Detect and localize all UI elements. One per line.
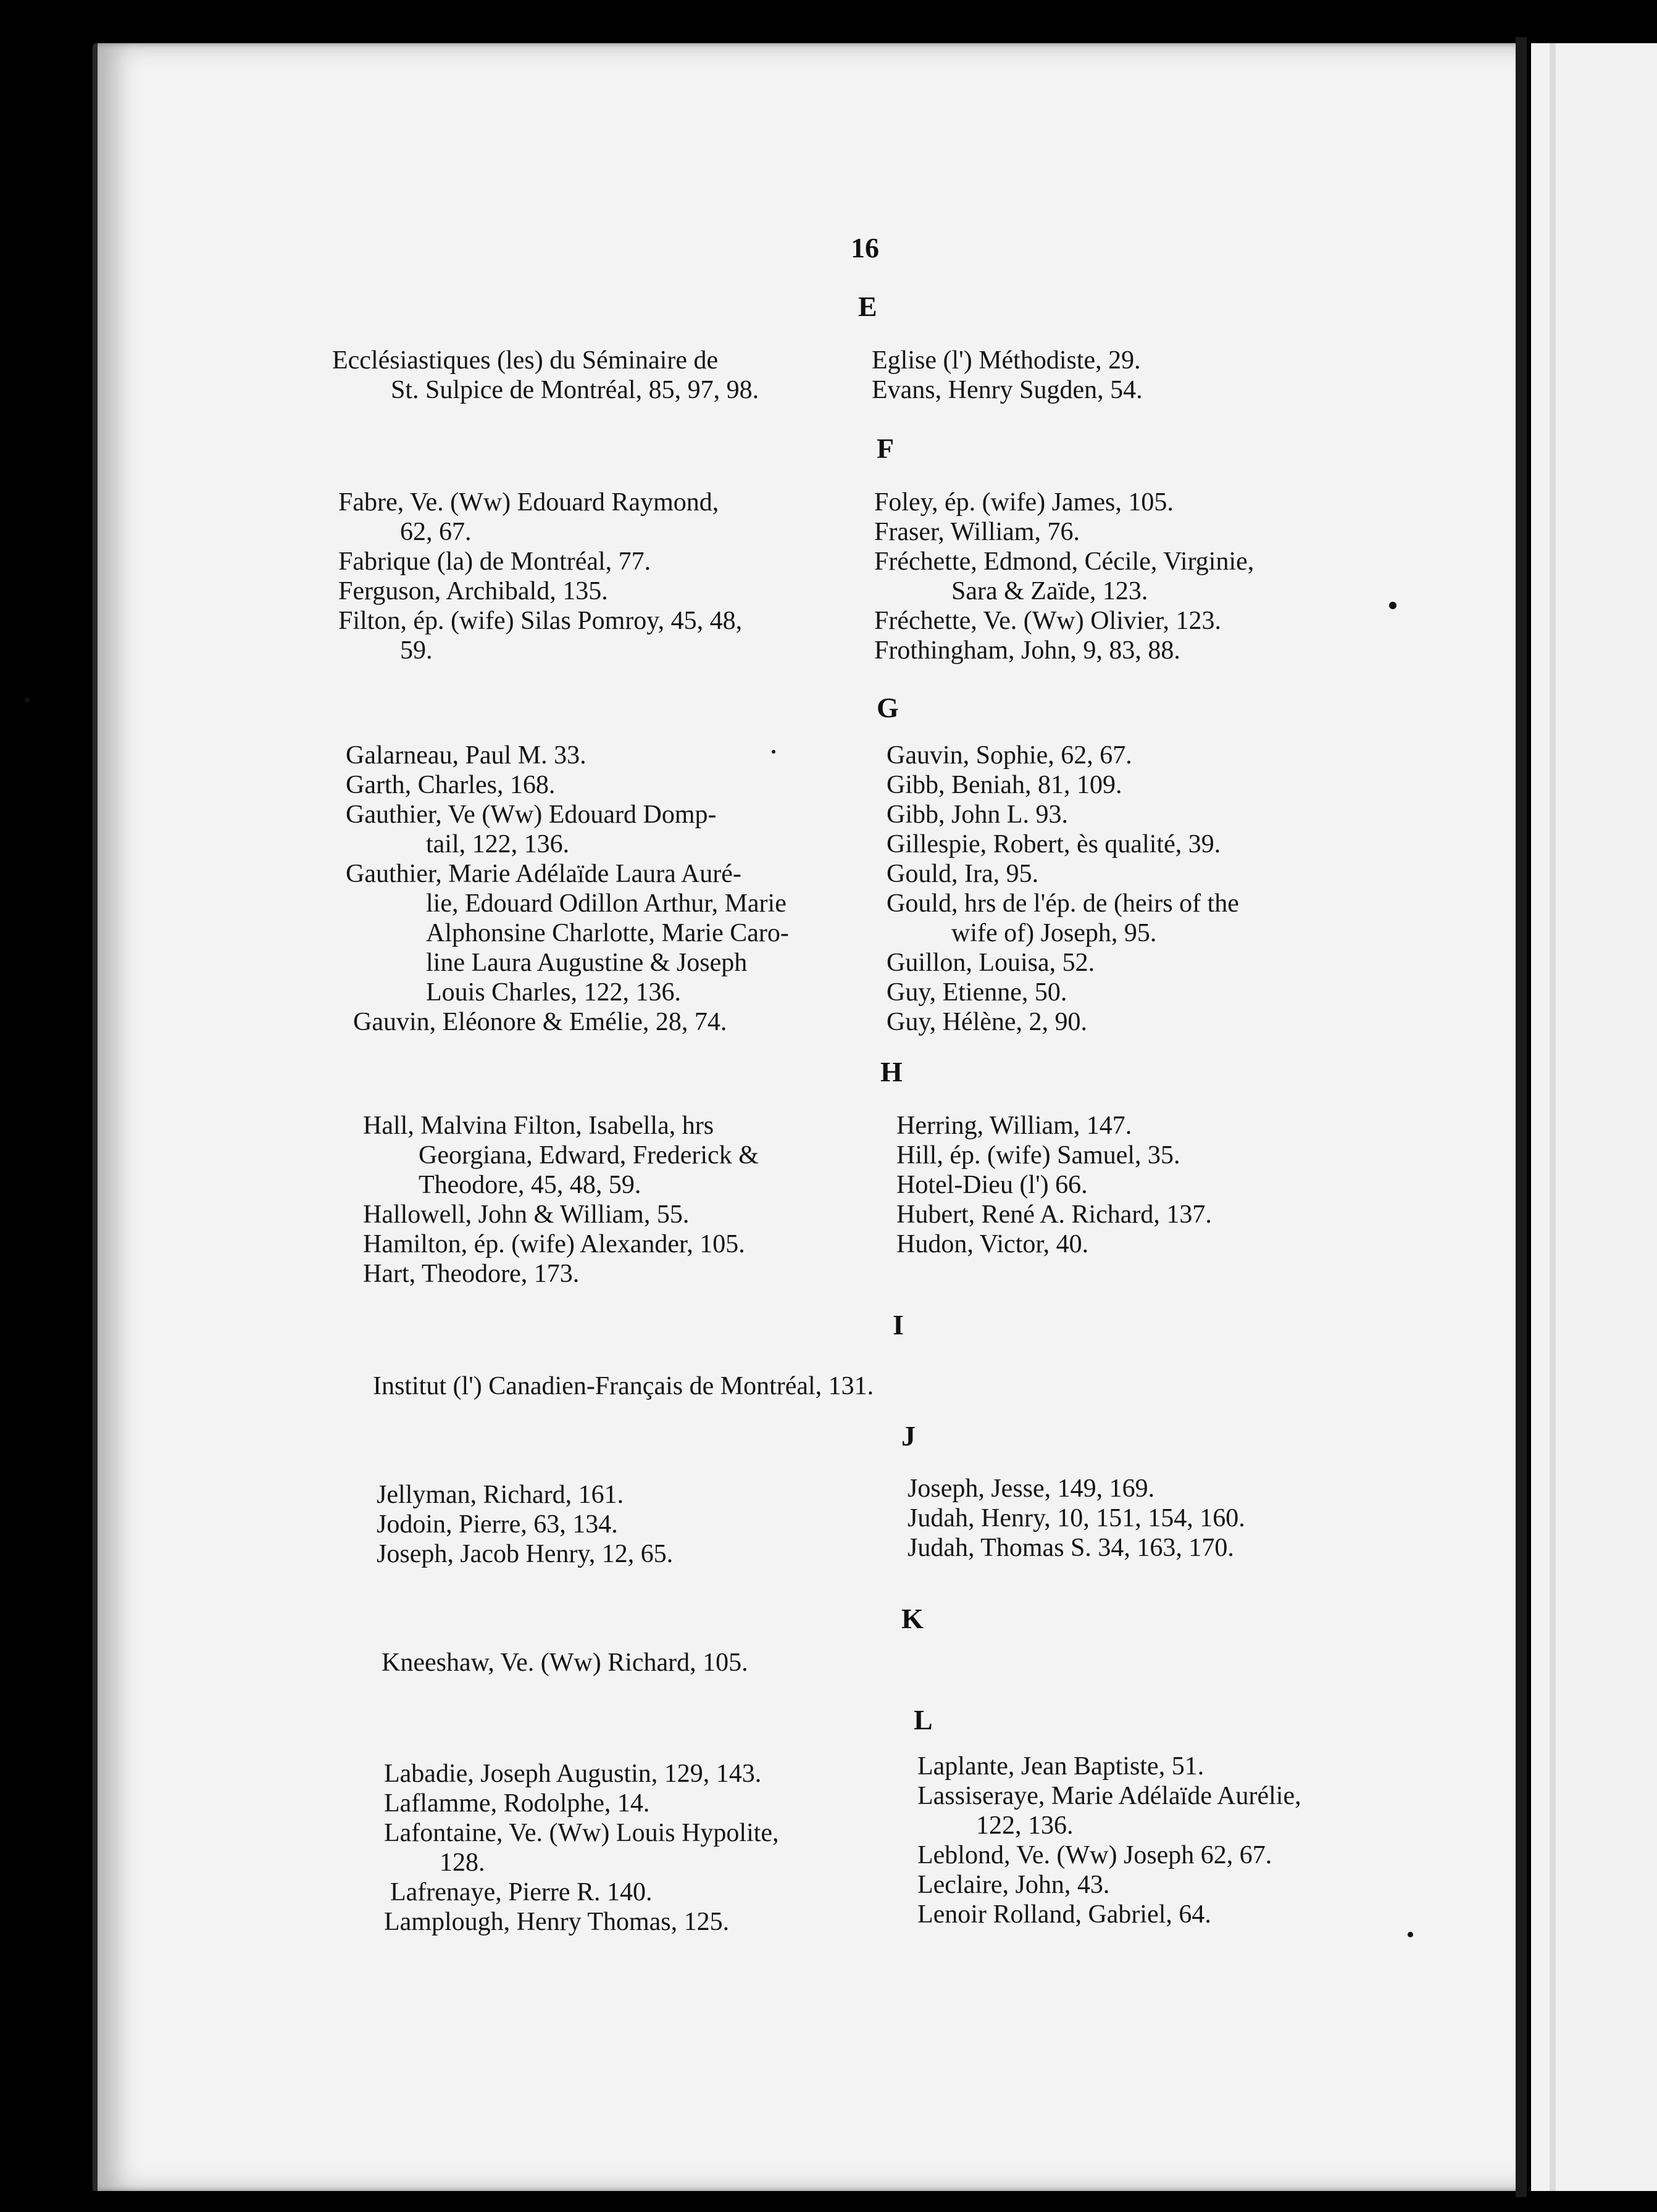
index-entry: Hill, ép. (wife) Samuel, 35.: [896, 1141, 1180, 1170]
index-entry: Galarneau, Paul M. 33.: [346, 741, 586, 770]
index-entry: Hudon, Victor, 40.: [896, 1230, 1089, 1258]
index-entry: Hart, Theodore, 173.: [363, 1260, 580, 1288]
index-entry: Jodoin, Pierre, 63, 134.: [377, 1510, 618, 1539]
index-entry: Leblond, Ve. (Ww) Joseph 62, 67.: [917, 1841, 1272, 1869]
index-entry: Jellyman, Richard, 161.: [377, 1481, 624, 1509]
index-entry: Lafontaine, Ve. (Ww) Louis Hypolite, 128.: [384, 1819, 779, 1877]
print-speck: [772, 750, 775, 754]
index-entry: Kneeshaw, Ve. (Ww) Richard, 105.: [382, 1649, 748, 1677]
section-letter-j: J: [901, 1420, 916, 1452]
index-entry: Ecclésiastiques (les) du Séminaire de St. Sulpice de Montréal, 85, 97, 98.: [332, 346, 759, 404]
index-entry: Gauthier, Marie Adélaïde Laura Auré- lie, Edouard Odillon Arthur, Marie Alphonsine Charlotte, Marie Caro- line Laura Augustine & Joseph Louis Charles, 122, 136.: [346, 860, 789, 1007]
section-letter-f: F: [877, 433, 895, 464]
book-spine: [1516, 37, 1527, 2197]
index-entry: Guy, Hélène, 2, 90.: [887, 1008, 1088, 1036]
index-entry: Hallowell, John & William, 55.: [363, 1200, 690, 1229]
index-entry: Filton, ép. (wife) Silas Pomroy, 45, 48, 59.: [338, 607, 743, 665]
print-speck: [1389, 602, 1396, 609]
index-entry: Fraser, William, 76.: [874, 518, 1080, 546]
print-speck: [1408, 1932, 1413, 1937]
index-entry: Gillespie, Robert, ès qualité, 39.: [887, 830, 1221, 859]
index-entry: Gould, Ira, 95.: [887, 860, 1039, 888]
index-entry: Garth, Charles, 168.: [346, 771, 556, 799]
index-entry: Frothingham, John, 9, 83, 88.: [874, 636, 1180, 665]
index-entry: Hall, Malvina Filton, Isabella, hrs Georgiana, Edward, Frederick & Theodore, 45, 48, 59.: [363, 1112, 759, 1199]
index-entry: Hotel-Dieu (l') 66.: [896, 1171, 1088, 1199]
index-entry: Leclaire, John, 43.: [917, 1871, 1110, 1899]
index-entry: Institut (l') Canadien-Français de Montréal, 131.: [373, 1372, 874, 1400]
book-page: [93, 43, 1524, 2191]
index-entry: Gould, hrs de l'ép. de (heirs of the wife of) Joseph, 95.: [887, 889, 1239, 947]
index-entry: Judah, Henry, 10, 151, 154, 160.: [908, 1504, 1245, 1532]
facing-page-margin: [1550, 43, 1556, 2191]
index-entry: Gauvin, Sophie, 62, 67.: [887, 741, 1132, 770]
section-letter-l: L: [914, 1704, 933, 1736]
section-letter-g: G: [877, 692, 899, 723]
section-letter-i: I: [893, 1309, 904, 1341]
index-entry: Eglise (l') Méthodiste, 29.: [872, 346, 1141, 375]
section-letter-h: H: [880, 1056, 903, 1087]
index-entry: Laplante, Jean Baptiste, 51.: [917, 1752, 1204, 1781]
index-entry: Fréchette, Ve. (Ww) Olivier, 123.: [874, 607, 1222, 635]
index-entry: Gauvin, Eléonore & Emélie, 28, 74.: [353, 1008, 727, 1036]
index-entry: Lassiseraye, Marie Adélaïde Aurélie, 122, 136.: [917, 1782, 1301, 1840]
page-number: 16: [851, 232, 879, 264]
index-entry: Gibb, John L. 93.: [887, 800, 1068, 829]
index-entry: Hubert, René A. Richard, 137.: [896, 1200, 1212, 1229]
section-letter-e: E: [858, 291, 877, 322]
index-entry: Herring, William, 147.: [896, 1112, 1132, 1140]
index-entry: Judah, Thomas S. 34, 163, 170.: [908, 1534, 1234, 1562]
index-entry: Fréchette, Edmond, Cécile, Virginie, Sara & Zaïde, 123.: [874, 547, 1254, 605]
index-entry: Laflamme, Rodolphe, 14.: [384, 1789, 650, 1818]
section-letter-k: K: [901, 1603, 924, 1634]
print-speck: [25, 697, 30, 702]
index-entry: Ferguson, Archibald, 135.: [338, 577, 608, 605]
index-entry: Gibb, Beniah, 81, 109.: [887, 771, 1122, 799]
index-entry: Evans, Henry Sugden, 54.: [872, 376, 1143, 404]
index-entry: Lamplough, Henry Thomas, 125.: [384, 1908, 730, 1936]
index-entry: Lenoir Rolland, Gabriel, 64.: [917, 1900, 1211, 1929]
index-entry: Guillon, Louisa, 52.: [887, 949, 1095, 977]
index-entry: Joseph, Jesse, 149, 169.: [908, 1474, 1155, 1503]
index-entry: Gauthier, Ve (Ww) Edouard Domp- tail, 122, 136.: [346, 800, 717, 859]
index-entry: Fabre, Ve. (Ww) Edouard Raymond, 62, 67.: [338, 488, 719, 546]
index-entry: Fabrique (la) de Montréal, 77.: [338, 547, 651, 576]
index-entry: Lafrenaye, Pierre R. 140.: [390, 1878, 653, 1906]
index-entry: Guy, Etienne, 50.: [887, 978, 1067, 1007]
index-entry: Labadie, Joseph Augustin, 129, 143.: [384, 1760, 762, 1788]
index-entry: Joseph, Jacob Henry, 12, 65.: [377, 1540, 674, 1568]
index-entry: Foley, ép. (wife) James, 105.: [874, 488, 1174, 517]
index-entry: Hamilton, ép. (wife) Alexander, 105.: [363, 1230, 745, 1258]
